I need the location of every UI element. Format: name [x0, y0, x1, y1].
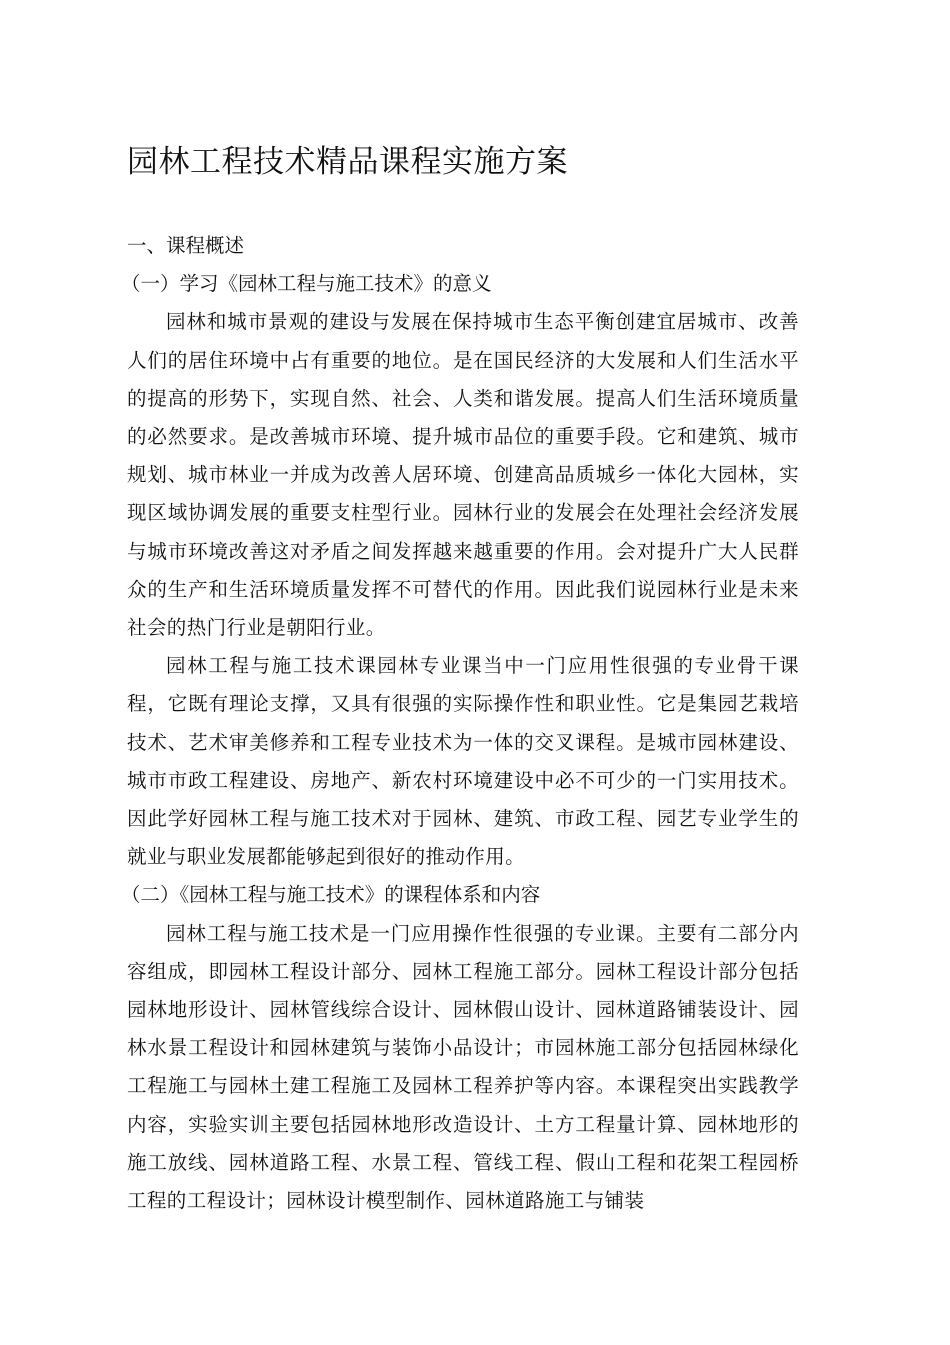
subsection-heading-significance: （一）学习《园林工程与施工技术》的意义	[121, 272, 492, 296]
paragraph-significance-2: 园林工程与施工技术课园林专业课当中一门应用性很强的专业骨干课程，它既有理论支撑，又具有很强的实际操作性和职业性。它是集园艺栽培技术、艺术审美修养和工程专业技术为一体的交叉课程。是城市园林建设、城市市政工程建设、房地产、新农村环境建设中必不可少的一门实用技术。因此学好园林工程与施工技术对于园林、建筑、市政工程、园艺专业学生的就业与职业发展都能够起到很好的推动作用。	[127, 654, 799, 869]
document-body	[121, 227, 799, 1220]
document-title: 园林工程技术精品课程实施方案	[127, 144, 568, 180]
paragraph-significance-1: 园林和城市景观的建设与发展在保持城市生态平衡创建宜居城市、改善人们的居住环境中占有重要的地位。是在国民经济的大发展和人们生活水平的提高的形势下，实现自然、社会、人类和谐发展。提高人们生活环境质量的必然要求。是改善城市环境、提升城市品位的重要手段。它和建筑、城市规划、城市林业一并成为改善人居环境、创建高品质城乡一体化大园林，实现区域协调发展的重要支柱型行业。园林行业的发展会在处理社会经济发展与城市环境改善这对矛盾之间发挥越来越重要的作用。会对提升广大人民群众的生产和生活环境质量发挥不可替代的作用。因此我们说园林行业是未来社会的热门行业是朝阳行业。	[127, 310, 799, 640]
subsection-heading-curriculum: （二）《园林工程与施工技术》的课程体系和内容	[121, 883, 541, 907]
section-heading-overview: 一、课程概述	[127, 234, 245, 257]
paragraph-curriculum-1: 园林工程与施工技术是一门应用操作性很强的专业课。主要有二部分内容组成，即园林工程设计部分、园林工程施工部分。园林工程设计部分包括园林地形设计、园林管线综合设计、园林假山设计、园林道路铺装设计、园林水景工程设计和园林建筑与装饰小品设计；市园林施工部分包括园林绿化工程施工与园林土建工程施工及园林工程养护等内容。本课程突出实践教学内容，实验实训主要包括园林地形改造设计、土方工程量计算、园林地形的施工放线、园林道路工程、水景工程、管线工程、假山工程和花架工程园桥工程的工程设计；园林设计模型制作、园林道路施工与铺装	[127, 921, 799, 1213]
